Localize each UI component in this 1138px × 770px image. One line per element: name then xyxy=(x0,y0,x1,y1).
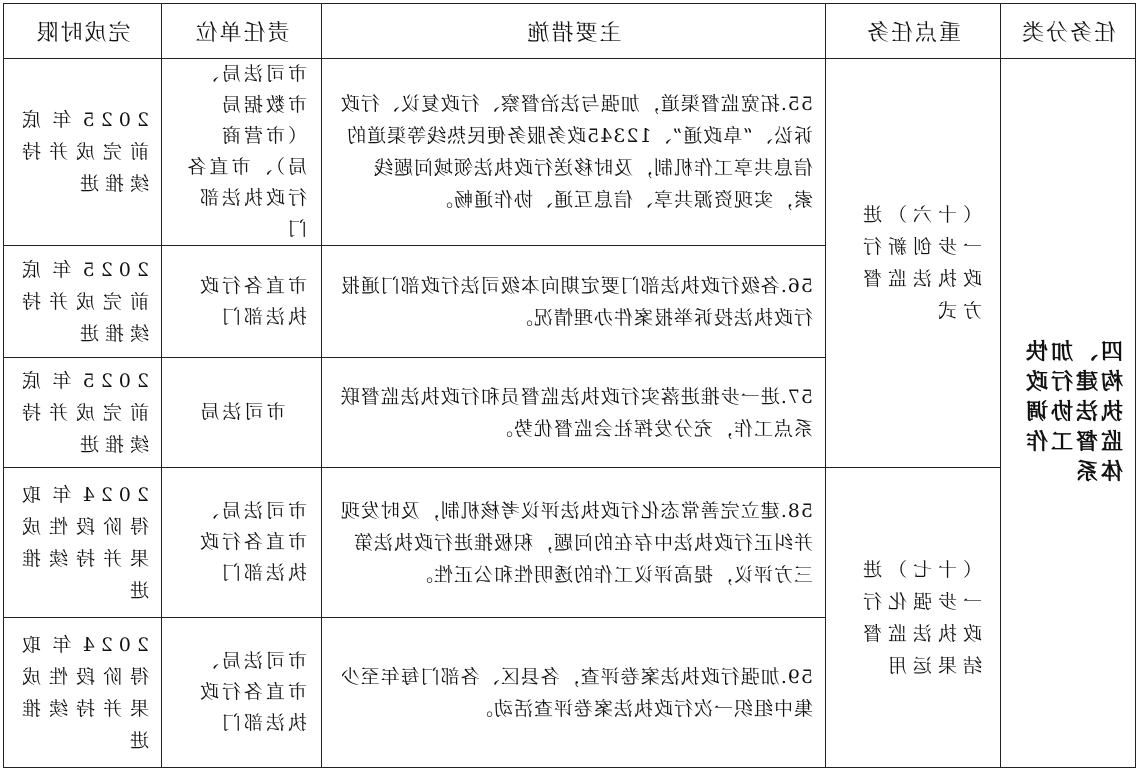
header-deadline: 完成时限 xyxy=(4,4,162,59)
measure-cell: 55.拓宽监督渠道，加强与法治督察、行政复议、行政诉讼、“阜政通”、12345政务服务便民热线等渠道的信息共享工作机制，及时移送行政执法领域问题线索，实现资源共享、信息互通、协作通畅。 xyxy=(322,59,826,246)
measure-cell: 56.各级行政执法部门要定期向本级司法行政部门通报行政执法投诉举报案件办理情况。 xyxy=(322,246,826,358)
deadline-cell: 2024年取得阶段性成果并持续推进 xyxy=(4,468,162,618)
deadline-cell: 2025年底前完成并持续推进 xyxy=(4,246,162,358)
header-key-task: 重点任务 xyxy=(826,4,1001,59)
key-task-cell: （十六）进一步创新行政执法监督方式 xyxy=(826,59,1001,468)
unit-cell: 市司法局、市直各行政执法部门 xyxy=(162,618,322,768)
unit-cell: 市司法局 xyxy=(162,358,322,468)
header-responsible-unit: 责任单位 xyxy=(162,4,322,59)
table-row xyxy=(4,59,1136,246)
header-category: 任务分类 xyxy=(1001,4,1136,59)
key-task-cell: （十七）进一步强化行政执法监督结果运用 xyxy=(826,468,1001,768)
category-cell: 四、加快构建行政执法协调监督工作体系 xyxy=(1001,59,1136,768)
measure-cell: 59.加强行政执法案卷评查，各县区、各部门每年至少集中组织一次行政执法案卷评查活动。 xyxy=(322,618,826,768)
header-row xyxy=(4,4,1136,59)
measure-cell: 58.建立完善常态化行政执法评议考核机制，及时发现并纠正行政执法中存在的问题，积极推进行政执法第三方评议，提高评议工作的透明性和公正性。 xyxy=(322,468,826,618)
unit-cell: 市司法局、市直各行政执法部门 xyxy=(162,468,322,618)
deadline-cell: 2025年底前完成并持续推进 xyxy=(4,358,162,468)
unit-cell: 市直各行政执法部门 xyxy=(162,246,322,358)
measure-cell: 57.进一步推进落实行政执法监督员和行政执法监督联系点工作，充分发挥社会监督优势。 xyxy=(322,358,826,468)
deadline-cell: 2024年取得阶段性成果并持续推进 xyxy=(4,618,162,768)
header-measures: 主要措施 xyxy=(322,4,826,59)
task-table xyxy=(3,3,1136,768)
deadline-cell: 2025年底前完成并持续推进 xyxy=(4,59,162,246)
unit-cell: 市司法局、市数据局（市营商局）、市直各行政执法部门 xyxy=(162,59,322,246)
table-row xyxy=(4,468,1136,618)
